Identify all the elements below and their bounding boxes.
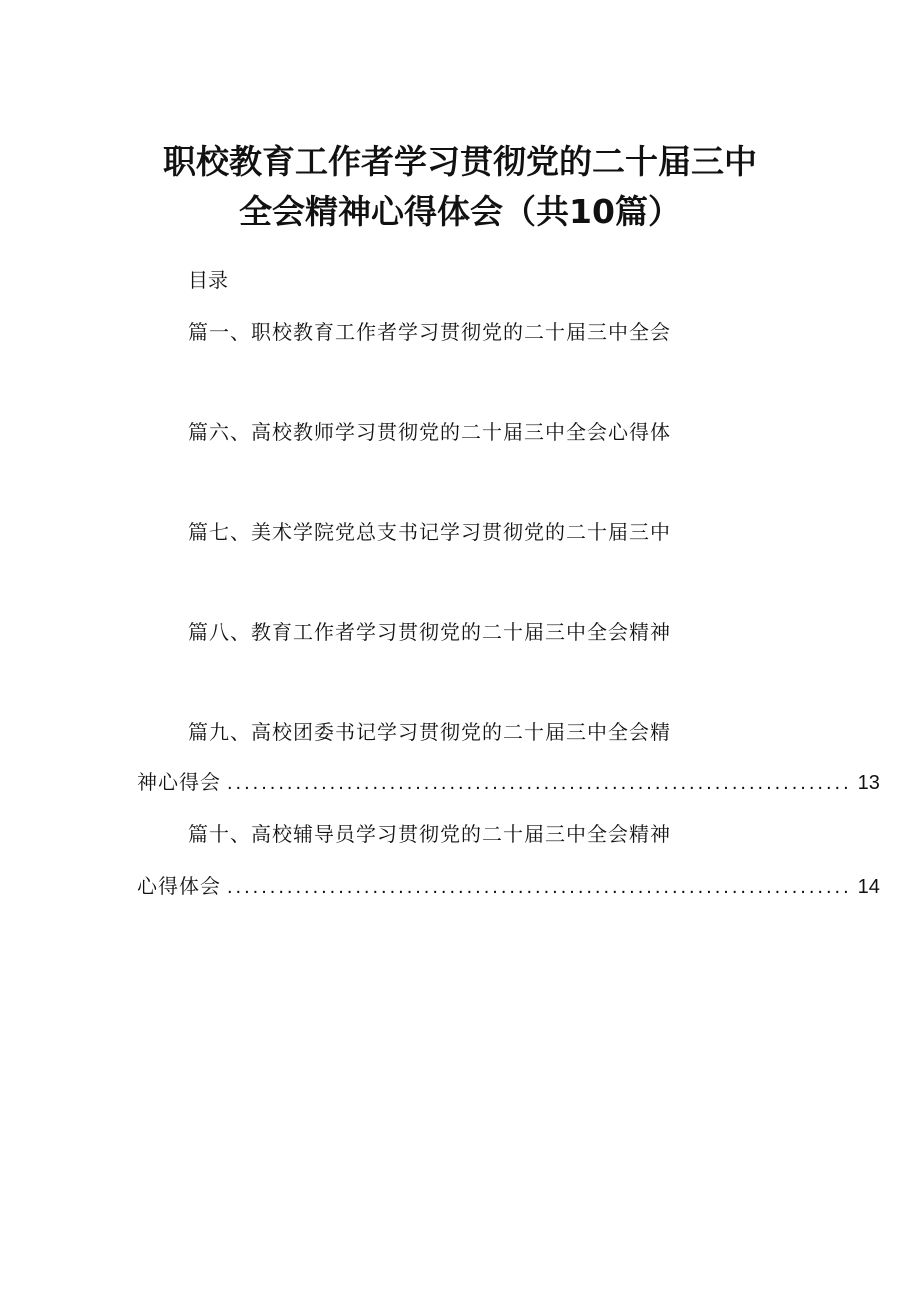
toc-entry-9-continuation-text: 神心得会	[137, 770, 221, 794]
toc-entry-9-continuation[interactable]	[137, 766, 880, 795]
toc-entry-9[interactable]: 篇九、高校团委书记学习贯彻党的二十届三中全会精	[188, 720, 671, 744]
toc-heading: 目录	[188, 268, 228, 292]
document-title-line-1: 职校教育工作者学习贯彻党的二十届三中	[163, 142, 757, 181]
toc-entry-10-continuation[interactable]	[137, 870, 880, 899]
toc-entry-10[interactable]: 篇十、高校辅导员学习贯彻党的二十届三中全会精神	[188, 822, 671, 846]
toc-entry-10-page-number: 14	[857, 876, 880, 898]
toc-entry-7[interactable]: 篇七、美术学院党总支书记学习贯彻党的二十届三中	[188, 520, 671, 544]
dot-leader: .........................................................................	[227, 772, 852, 794]
dot-leader: .........................................................................	[227, 876, 852, 898]
toc-entry-1[interactable]: 篇一、职校教育工作者学习贯彻党的二十届三中全会	[188, 320, 671, 344]
document-title-line-2: 全会精神心得体会（共10篇）	[239, 192, 681, 231]
toc-entry-8[interactable]: 篇八、教育工作者学习贯彻党的二十届三中全会精神	[188, 620, 671, 644]
toc-entry-9-page-number: 13	[857, 772, 880, 794]
toc-entry-10-continuation-text: 心得体会	[137, 874, 221, 898]
toc-entry-6[interactable]: 篇六、高校教师学习贯彻党的二十届三中全会心得体	[188, 420, 671, 444]
